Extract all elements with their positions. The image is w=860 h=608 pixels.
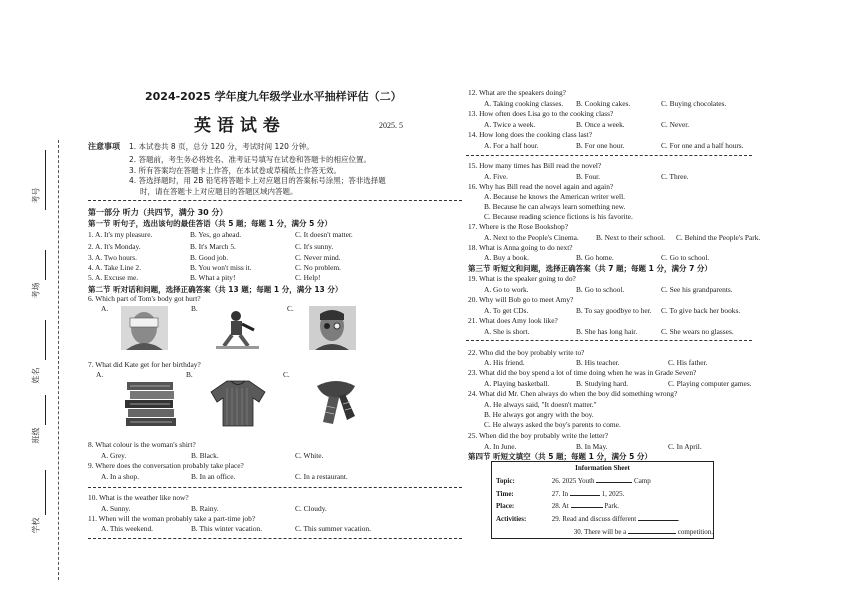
books-image[interactable] [122,378,180,428]
option-c[interactable]: C. Cloudy. [295,504,327,513]
info-label: Place: [496,502,515,511]
note-line: 时，请在答题卡上对应题目的答题区域内答题。 [140,187,298,196]
question-text: 6. Which part of Tom's body got hurt? [88,294,201,303]
binding-line [58,140,59,580]
info-value: 27. In 1, 2025. [551,489,625,498]
question-row [88,273,138,282]
class-field[interactable] [45,395,46,425]
info-value: 30. There will be a competition. [573,527,713,536]
question-text: 13. How often does Lisa go to the cooking class? [468,109,614,118]
injured-head-image[interactable] [121,306,168,350]
question-text: 9. Where does the conversation probably take place? [88,461,244,470]
divider [88,538,462,539]
school-field[interactable] [45,470,46,515]
option-a[interactable]: 2. A. It's Monday. [88,242,141,251]
sweater-image[interactable] [209,378,267,428]
option-a[interactable]: A. His friend. [484,358,525,367]
option-a[interactable]: A. Playing basketball. [484,379,550,388]
section3-title: 第三节 听短文和问题，选择正确答案（共 7 题；每题 1 分，满分 7 分） [468,264,712,273]
divider [466,340,752,341]
question-row [88,253,137,262]
blank-29[interactable] [638,520,678,521]
question-text: 25. When did the boy probably write the letter? [468,431,609,440]
class-label: 班级 [31,427,41,444]
option-a[interactable]: A. Grey. [101,451,127,460]
divider [88,200,462,201]
option-c[interactable]: C. This summer vacation. [295,524,372,533]
blank-30[interactable] [628,533,676,534]
option-b[interactable]: B. Yes, go ahead. [190,230,242,239]
exam-title: 2024-2025 学年度九年级学业水平抽样评估（二） [145,90,402,103]
option-b[interactable]: B. Cooking cakes. [576,99,631,108]
option-a[interactable]: 1. A. It's my pleasure. [88,230,153,239]
option-a[interactable]: A. Five. [484,172,509,181]
option-b[interactable]: B. His teacher. [576,358,620,367]
question-text: 15. How many times has Bill read the novel? [468,161,602,170]
question-text: 14. How long does the cooking class last? [468,130,592,139]
option-c-label[interactable]: C. [283,370,290,379]
note-line: 2. 答题前，考生务必将姓名、准考证号填写在试卷和答题卡的相应位置。 [129,155,372,164]
question-text: 21. What does Amy look like? [468,316,558,325]
option-c[interactable]: C. For one and a half hours. [661,141,744,150]
info-sheet-title: Information Sheet [575,464,630,473]
option-c[interactable]: C. Playing computer games. [668,379,752,388]
info-value: 26. 2025 Youth Camp [551,477,651,485]
option-c[interactable]: C. Help! [295,273,321,282]
option-c[interactable]: C. It doesn't matter. [295,230,353,239]
note-line: 3. 所有答案均在答题卡上作答，在本试卷或草稿纸上作答无效。 [129,166,342,175]
question-text: 16. Why has Bill read the novel again and again? [468,182,614,191]
option-b[interactable]: B. This winter vacation. [191,524,263,533]
information-sheet [491,461,714,539]
exam-room-field[interactable] [45,250,46,280]
option-a[interactable]: A. In June. [484,442,517,451]
option-c[interactable]: C. White. [295,451,324,460]
info-value: 29. Read and discuss different . [551,514,680,523]
exam-date: 2025. 5 [379,121,403,130]
exam-room-label: 考场 [31,282,41,299]
question-row [88,242,141,251]
option-b[interactable]: B. For one hour. [576,141,625,150]
question-text: 22. Who did the boy probably write to? [468,348,585,357]
question-text: 10. What is the weather like now? [88,493,189,502]
question-text: 12. What are the speakers doing? [468,88,566,97]
section4-title: 第四节 听短文填空（共 5 题；每题 1 分，满分 5 分） [468,452,652,461]
option-c[interactable]: C. Because reading science fictions is his favorite. [484,212,633,221]
option-b[interactable]: B. What a pity! [190,273,236,282]
option-c[interactable]: C. It's sunny. [295,242,334,251]
option-b[interactable]: B. Because he can always learn something new. [484,202,626,211]
info-row [492,525,714,538]
notes-label: 注意事项 [88,142,120,151]
question-text: 24. What did Mr. Chen always do when the boy did something wrong? [468,389,678,398]
option-c[interactable]: C. In a restaurant. [295,472,348,481]
question-text: 8. What colour is the woman's shirt? [88,440,196,449]
option-b[interactable]: B. It's March 5. [190,242,236,251]
question-text: 11. When will the woman probably take a part-time job? [88,514,256,523]
option-a[interactable]: A. In a shop. [101,472,139,481]
option-a[interactable]: A. This weekend. [101,524,153,533]
option-c[interactable]: C. In April. [668,442,702,451]
option-b[interactable]: B. She has long hair. [576,327,638,336]
question-text: 18. What is Anna going to do next? [468,243,573,252]
option-a[interactable]: 5. A. Excuse me. [88,273,139,282]
option-b[interactable]: B. Good job. [190,253,229,262]
injured-arm-image[interactable] [214,306,261,350]
info-label: Time: [496,489,514,498]
option-a-label[interactable]: A. [96,370,104,379]
question-text: 7. What did Kate get for her birthday? [88,360,201,369]
question-text: 23. What did the boy spend a lot of time doing when he was in Grade Seven? [468,368,697,377]
option-a[interactable]: A. For a half hour. [484,141,539,150]
option-a[interactable]: A. Twice a week. [484,120,536,129]
divider [88,487,462,488]
scarf-image[interactable] [309,378,363,428]
section2-title: 第二节 听对话和问题，选择正确答案（共 13 题；每题 1 分，满分 13 分） [88,285,343,294]
option-b[interactable]: B. Rainy. [191,504,219,513]
school-label: 学校 [31,517,41,534]
question-text: 17. Where is the Rose Bookshop? [468,222,569,231]
option-c[interactable]: C. His father. [668,358,708,367]
info-label: Activities: [496,514,527,523]
option-a[interactable]: 3. A. Two hours. [88,253,138,262]
blank-26[interactable] [596,482,632,483]
option-a[interactable]: A. He always said, "It doesn't matter." [484,400,597,409]
option-c[interactable]: C. No problem. [295,263,341,272]
option-c[interactable]: C. Behind the People's Park. [676,233,761,242]
option-c[interactable]: C. Never mind. [295,253,341,262]
option-a[interactable]: A. Sunny. [101,504,131,513]
question-text: 19. What is the speaker going to do? [468,274,576,283]
exam-no-label: 考号 [31,187,41,204]
info-row [492,475,714,488]
info-label: Topic: [496,477,515,485]
question-text: 20. Why will Bob go to meet Amy? [468,295,574,304]
name-field[interactable] [45,320,46,360]
option-c[interactable]: C. See his grandparents. [661,285,733,294]
divider [466,155,752,156]
option-c[interactable]: C. Buying chocolates. [661,99,727,108]
note-line: 1. 本试卷共 8 页，总分 120 分，考试时间 120 分钟。 [129,142,314,151]
exam-no-field[interactable] [45,150,46,210]
option-a[interactable]: A. Taking cooking classes. [484,99,564,108]
note-line: 4. 答选择题时，用 2B 铅笔将答题卡上对应题目的答案标号涂黑；答非选择题 [129,176,386,185]
option-a[interactable]: A. She is short. [484,327,530,336]
option-b[interactable]: B. Go to school. [576,285,625,294]
option-a[interactable]: A. To get CDs. [484,306,529,315]
option-b[interactable]: B. In an office. [191,472,236,481]
question-row [88,263,141,272]
option-b[interactable]: B. You won't miss it. [190,263,252,272]
info-row [492,487,714,500]
option-b[interactable]: B. Four. [576,172,601,181]
blank-27[interactable] [570,495,600,496]
option-b[interactable]: B. In May. [576,442,608,451]
option-b[interactable]: B. Go home. [576,253,614,262]
option-c[interactable]: C. To give back her books. [661,306,741,315]
option-b[interactable]: B. To say goodbye to her. [576,306,652,315]
subject-title: 英 语 试 卷 [194,116,280,136]
option-b[interactable]: B. Studying hard. [576,379,629,388]
option-a[interactable]: A. Because he knows the American writer well. [484,192,625,201]
info-label [492,525,548,538]
option-c[interactable]: C. Three. [661,172,689,181]
option-c[interactable]: C. She wears no glasses. [661,327,734,336]
option-b[interactable]: B. He always got angry with the boy. [484,410,594,419]
injured-eye-image[interactable] [309,306,356,350]
option-b-label[interactable]: B. [191,304,198,313]
question-row [88,230,152,239]
option-c[interactable]: C. He always asked the boy's parents to come. [484,420,621,429]
info-row [492,500,714,513]
option-a[interactable]: A. Next to the People's Cinema. [484,233,579,242]
option-b-label[interactable]: B. [186,370,193,379]
option-b[interactable]: B. Once a week. [576,120,625,129]
name-label: 姓名 [31,367,41,384]
option-a[interactable]: 4. A. Take Line 2. [88,263,141,272]
option-a-label[interactable]: A. [101,304,109,313]
option-c[interactable]: C. Never. [661,120,690,129]
option-a[interactable]: A. Go to work. [484,285,529,294]
section1-title: 第一节 听句子，选出该句的最佳答语（共 5 题；每题 1 分，满分 5 分） [88,219,332,228]
option-a[interactable]: A. Buy a book. [484,253,529,262]
option-b[interactable]: B. Next to their school. [596,233,665,242]
option-b[interactable]: B. Black. [191,451,219,460]
blank-28[interactable] [571,507,603,508]
option-c-label[interactable]: C. [287,304,294,313]
part1-title: 第一部分 听力（共四节，满分 30 分） [88,208,228,217]
info-value: 28. At Park. [551,502,619,511]
info-row [492,513,714,526]
option-c[interactable]: C. Go to school. [661,253,710,262]
